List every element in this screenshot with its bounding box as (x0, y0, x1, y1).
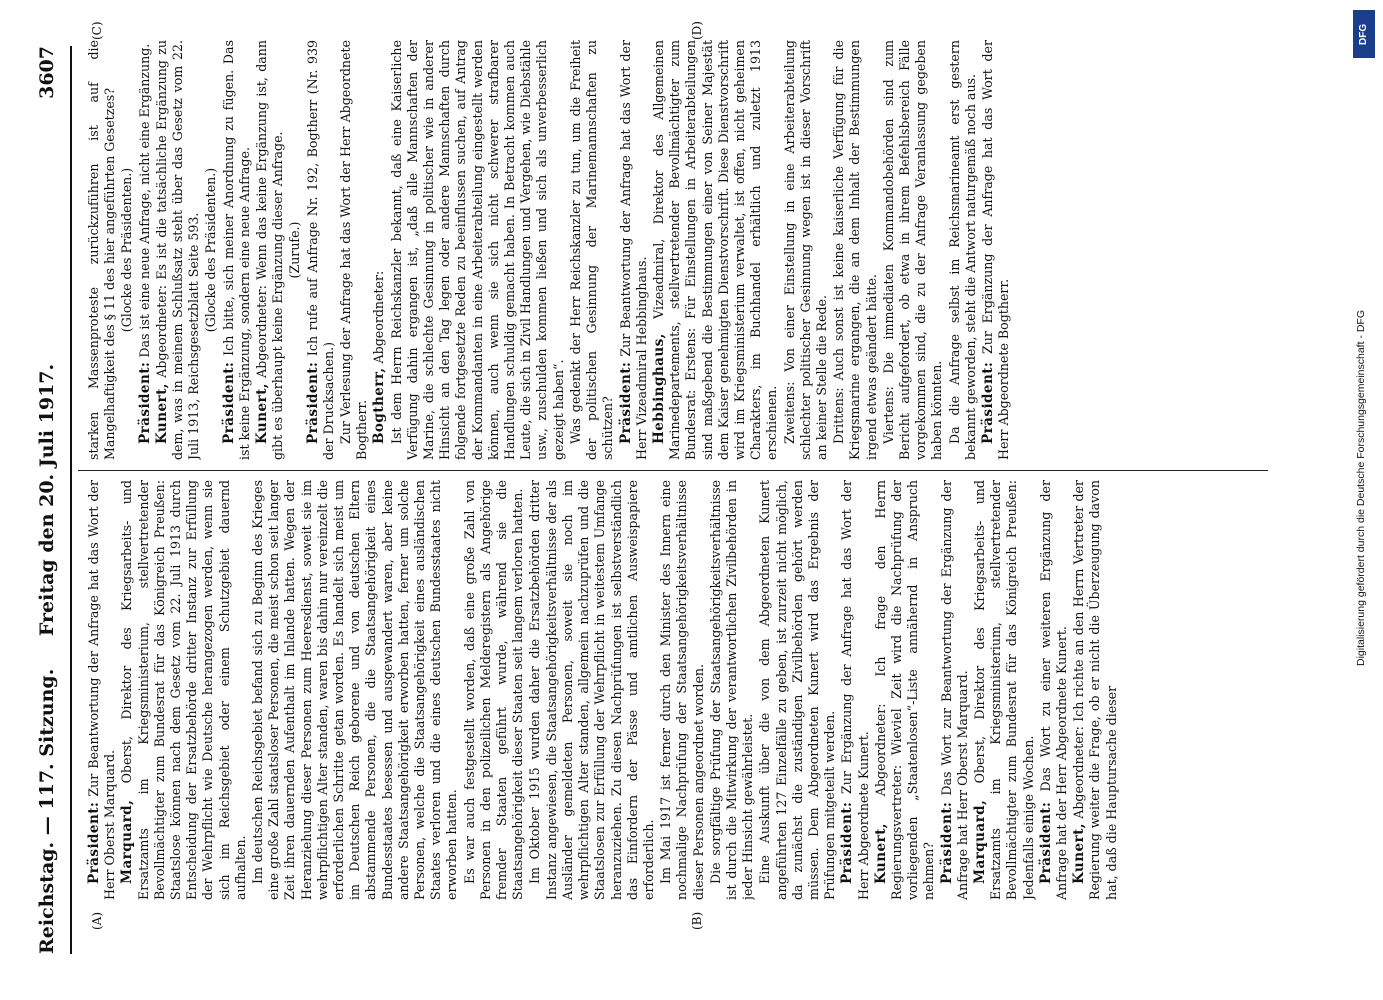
stage-direction: (Glocke des Präsidenten.) (119, 167, 135, 333)
paragraph (250, 480, 461, 900)
paragraph (947, 40, 979, 460)
paragraph (873, 480, 938, 900)
paragraph-text: Zur Ergänzung der Anfrage hat das Wort der Herr Abgeordnete Bogtherr. (979, 40, 1012, 460)
paragraph (254, 40, 286, 460)
paragraph-text: Im Mai 1917 ist ferner durch den Minister des Innern eine nochmalige Nachprüfung der Staatsangehörigkeitsverhältnisse dieser Personen angeordnet worden. (658, 480, 706, 900)
paragraph-text: Viertens: Die immediaten Kommandobehörden sind zum Bericht aufgefordert, ob etwa in ihrem Befehlsbereich Fälle vorgekommen sind, die zu der Anfrage Veranlassung gegeben haben könnten. (880, 40, 945, 460)
paragraph (462, 480, 527, 900)
margin-mark-b: (B) (690, 911, 704, 930)
paragraph-text: Abgeordneter: (371, 270, 387, 364)
paragraph-text: Ist dem Herrn Reichskanzler bekannt, daß eine Kaiserliche Verfügung dahin ergangen ist, „daß alle Mannschaften der Marine, die schlechte Gesinnung in politischer wie in anderer Hinsicht an den Tag legen oder andere Mannschaften durch folgende fortgesetzte Reden zu beeinflussen suchen, auf Antrag der Kommandanten in eine Arbeiterabteilung eingestellt werden können, auch wenn sie sich nicht schwerer strafbarer Handlungen schuldig gemacht haben. In Betracht kommen auch Leute, die sich in Zivil Handlungen und Vergehen, wie Diebstähle usw., zuschulden kommen ließen und sich als unverbesserlich gezeigt haben“. (388, 40, 566, 460)
paragraph (527, 480, 657, 900)
paragraph (305, 40, 337, 460)
stage-direction: (Zurufe.) (287, 221, 303, 279)
speaker-name: Präsident: (938, 801, 955, 884)
paragraph-text: Im Oktober 1915 wurden daher die Ersatzbehörden dritter Instanz angewiesen, die Staatsangehörigkeitsverhältnisse der als Ausländer gemeldeten Personen, soweit sie noch im wehrpflichtigen Alter standen, allgemein nachzuprüfen und die Staatslosen zur Erfüllung der Wehrpflicht in weitestem Umfange heranzuziehen. Zu diesen Nachprüfungen ist selbstverständlich das Einfordern der Pässe und amtlichen Ausweispapiere erforderlich. (527, 480, 656, 900)
paragraph-text: Eine Auskunft über die von dem Abgeordneten Kunert angeführten 127 Einzelfälle zu geben, ist zurzeit nicht möglich, da zunächst die zuständigen Zivilbehörden gehört werden müssen. Dem Abgeordneten Kunert wird das Ergebnis der Prüfungen mitgeteilt werden. (757, 480, 838, 900)
speaker-name: Marquard, (119, 799, 136, 884)
header-date: Freitag den 20. Juli 1917. (36, 363, 58, 637)
paragraph-text: Ich bitte, sich meiner Anordnung zu fügen. Das ist keine Ergänzung, sondern eine neue Anfrage. (220, 40, 252, 460)
paragraph-text: Das ist eine neue Anfrage, nicht eine Ergänzung. (136, 43, 152, 358)
left-column (86, 480, 1266, 900)
margin-mark-a: (A) (90, 911, 104, 930)
paragraph (86, 480, 118, 900)
page-header (28, 46, 68, 954)
header-page-number: 3607 (36, 46, 58, 99)
speaker-name: Präsident: (1037, 801, 1054, 884)
margin-mark-d: (D) (690, 21, 704, 40)
paragraph-text: Drittens: Auch sonst ist keine kaiserliche Verfügung für die Kriegsmarine ergangen, die an dem Inhalt der Bestimmungen irgend etwas geändert hätte. (831, 40, 879, 460)
speaker-name: Kunert, (153, 383, 170, 444)
paragraph (972, 480, 1037, 900)
paragraph (221, 40, 253, 460)
credit-text: Digitalisierung gefördert durch die Deutsche Forschungsgemeinschaft - DFG (1355, 309, 1367, 666)
column-separator (78, 470, 1268, 471)
paragraph (1038, 480, 1070, 900)
speaker-name: Hebbinghaus, (650, 333, 667, 444)
paragraph (618, 40, 650, 460)
speaker-name: Bogtherr, (371, 367, 388, 444)
paragraph (651, 40, 781, 460)
paragraph (831, 40, 880, 460)
paragraph (86, 40, 118, 460)
paragraph (568, 40, 617, 460)
paragraph-text: Das Wort zur Beantwortung der Ergänzung der Anfrage hat Herr Oberst Marquard. (938, 480, 970, 900)
paragraph-text: Was gedenkt der Herr Reichskanzler zu tun, um die Freiheit der politischen Gesinnung der Marinemannschaften zu schützen? (567, 40, 616, 460)
paragraph-text: Oberst, Direktor des Kriegsarbeits- und Ersatzamts im Kriegsministerium, stellvertretender Bevollmächtigter zum Bundesrat für das Königreich Preußen: Jedenfalls einige Wochen. (971, 480, 1036, 900)
paragraph (389, 40, 567, 460)
speaker-name: Kunert, (254, 383, 271, 444)
paragraph-text: Abgeordneter: Ich frage den Herrn Regierungsvertreter: Wieviel Zeit wird die Nachprüfung der vorliegenden „Staatenlosen“-Liste annähernd in Anspruch nehmen? (872, 480, 937, 900)
paragraph (757, 480, 838, 900)
speaker-name: Präsident: (304, 361, 321, 444)
speaker-name: Präsident: (86, 801, 102, 884)
paragraph-text: Abgeordneter: Es ist die tatsächliche Ergänzung zu dem, was in meinem Schlußsatz steht über das Gesetz vom 22. Juli 1913, Reichsgesetzblatt Seite 593. (153, 40, 202, 460)
paragraph-text: Da die Anfrage selbst im Reichsmarineamt erst gestern bekannt geworden, steht die Antwort naturgemäß noch aus. (946, 40, 978, 460)
paragraph (119, 480, 249, 900)
paragraph-text: Zur Ergänzung der Anfrage hat das Wort der Herr Abgeordnete Kunert. (839, 480, 871, 900)
paragraph-text: Oberst, Direktor des Kriegsarbeits- und Ersatzamts im Kriegsministerium, stellvertretender Bevollmächtigter zum Bundesrat für das Königreich Preußen: Staatslose können nach dem Gesetz vom 22. Juli 1913 durch Entscheidung der Ersatzbehörde dritter Instanz zur Erfüllung der Wehrpflicht wie Deutsche herangezogen werden, wenn sie sich im Reichsgebiet oder einem Schutzgebiet dauernd aufhalten. (119, 480, 248, 900)
paragraph-text: Zweitens: Von einer Einstellung in eine Arbeiterabteilung schlechter politischer Gesinnung wegen ist in dieser Vorschrift an keiner Stelle die Rede. (781, 40, 829, 460)
paragraph (154, 40, 203, 460)
paragraph-text: Die sorgfältige Prüfung der Staatsangehörigkeitsverhältnisse ist durch die Mitwirkung der verantwortlichen Zivilbehörden in jeder Hinsicht gewährleistet. (707, 480, 756, 900)
paragraph-text: Das Wort zu einer weiteren Ergänzung der Anfrage hat der Herr Abgeordnete Kunert. (1037, 480, 1069, 900)
paragraph (658, 480, 707, 900)
margin-mark-c: (C) (90, 21, 104, 40)
paragraph (708, 480, 757, 900)
paragraph (839, 480, 871, 900)
header-rule (70, 46, 72, 954)
speaker-name: Kunert, (1071, 823, 1088, 884)
dfg-logo: DFG (1353, 10, 1375, 58)
speaker-name: Präsident: (979, 361, 996, 444)
paragraph (782, 40, 831, 460)
speaker-name: Präsident: (220, 361, 237, 444)
paragraph-text: Es war auch festgestellt worden, daß eine große Zahl von Personen in den polizeilichen Melderegistern als Angehörige fremder Staaten geführt wurde, während sie die Staatsangehörigkeit dieser Staaten seit langem verloren hatten. (461, 480, 526, 900)
paragraph (980, 40, 1012, 460)
paragraph (881, 40, 946, 460)
stage-direction: (Glocke des Präsidenten.) (203, 167, 219, 333)
digitization-credit (1353, 10, 1377, 990)
paragraph-text: Vizeadmiral, Direktor des Allgemeinen Marinedepartements, stellvertretender Bevollmächtigter zum Bundesrat: Erstens: Für Einstellungen in Arbeiterabteilungen sind maßgebend die Bestimmungen einer von Seiner Majestät dem Kaiser genehmigten Dienstvorschrift. Diese Dienstvorschrift wird im Kriegsministerium verwaltet, ist offen, nicht geheimen Charakters, im Buchhandel erhältlich und zuletzt 1913 erschienen. (650, 40, 780, 460)
paragraph-text: Im deutschen Reichsgebiet befand sich zu Beginn des Krieges eine große Zahl staatsloser Personen, die meist schon seit langer Zeit ihren dauernden Aufenthalt im Inlande hatten. Wegen der Heranziehung dieser Personen zum Heeresdienst, soweit sie im wehrpflichtigen Alter standen, waren bis dahin nur vereinzelt die erforderlichen Schritte getan worden. Es handelt sich meist um im Deutschen Reich geborene und von deutschen Eltern abstammende Personen, die die Staatsangehörigkeit eines Bundesstaates besessen und ausgewandert waren, aber keine andere Staatsangehörigkeit erworben hatten, ferner um solche Personen, welche die Staatsangehörigkeit eines ausländischen Staates verloren und die eines deutschen Bundesstaates nicht erworben hatten. (250, 480, 460, 900)
paragraph-text: Zur Verlesung der Anfrage hat das Wort der Herr Abgeordnete Bogtherr. (338, 40, 370, 460)
paragraph-text: Abgeordneter: Wenn das keine Ergänzung ist, dann gibt es überhaupt keine Ergänzung dieser Anfrage. (254, 40, 286, 460)
paragraph (939, 480, 971, 900)
paragraph-text: starken Massenproteste zurückzuführen ist auf die Mangelhaftigkeit des § 11 des hier angeführten Gesetzes? (86, 40, 118, 460)
header-session: Reichstag. — 117. Sitzung. (36, 668, 58, 954)
paragraph (371, 40, 387, 460)
paragraph (1071, 480, 1120, 900)
paragraph-text: Ich rufe auf Anfrage Nr. 192, Bogtherr (Nr. 939 der Drucksachen.) (304, 40, 336, 460)
speaker-name: Kunert, (872, 823, 889, 884)
paragraph-text: Zur Beantwortung der Anfrage hat das Wort der Herr Oberst Marquard. (86, 480, 118, 900)
speaker-name: Marquard, (971, 799, 988, 884)
paragraph (137, 40, 153, 460)
paragraph-text: Zur Beantwortung der Anfrage hat das Wort der Herr Vizeadmiral Hebbinghaus. (617, 40, 649, 460)
right-column (86, 40, 1266, 460)
paragraph (338, 40, 370, 460)
paragraph-text: Abgeordneter: Ich richte an den Herrn Vertreter der Regierung weiter die Frage, ob er nicht die Überzeugung davon hat, daß die Hauptursache dieser (1071, 480, 1119, 900)
speaker-name: Präsident: (136, 361, 153, 444)
speaker-name: Präsident: (839, 801, 856, 884)
speaker-name: Präsident: (617, 361, 634, 444)
